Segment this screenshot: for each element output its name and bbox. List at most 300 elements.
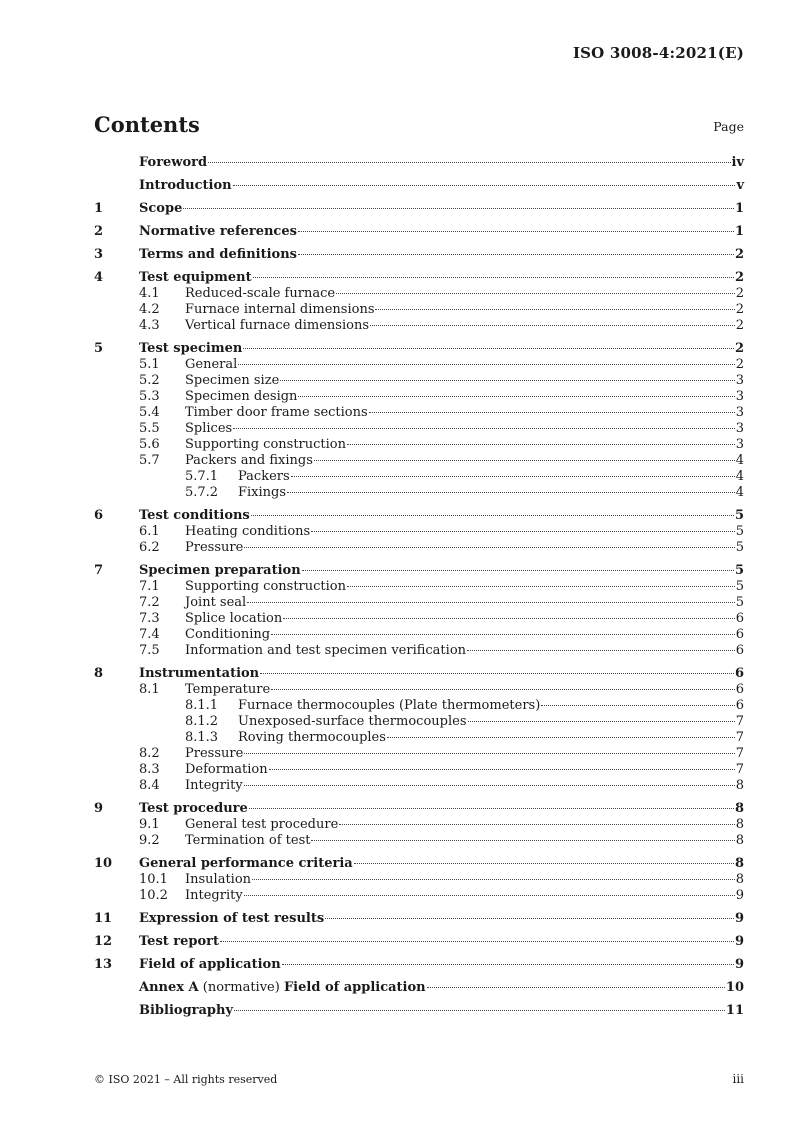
toc-entry[interactable] <box>94 224 744 240</box>
toc-entry-label-text: Test conditions <box>139 508 250 523</box>
toc-entry-number: 5.5 <box>139 421 160 436</box>
toc-entry-page: 2 <box>735 318 744 333</box>
toc-group <box>94 911 744 927</box>
dot-leader <box>244 785 735 786</box>
toc-entry[interactable] <box>94 201 744 217</box>
dot-leader <box>252 879 735 880</box>
toc-entry-page: 8 <box>734 856 744 871</box>
toc-entry[interactable] <box>94 957 744 973</box>
toc-entry-label-text: Heating conditions <box>185 524 311 539</box>
toc-entry-label <box>139 856 353 872</box>
dot-leader <box>302 570 734 571</box>
dot-leader <box>260 673 734 674</box>
dot-leader <box>234 1010 725 1011</box>
toc-entry-label <box>185 817 338 833</box>
toc-entry-page: 3 <box>735 437 744 452</box>
toc-entry[interactable] <box>94 666 744 682</box>
toc-entry[interactable] <box>94 833 744 849</box>
copyright-notice: © ISO 2021 – All rights reserved <box>94 1073 278 1086</box>
toc-entry-page: 7 <box>735 730 744 745</box>
toc-entry-label-text: Integrity <box>185 888 243 903</box>
dot-leader <box>253 277 734 278</box>
dot-leader <box>287 492 735 493</box>
toc-entry-label-text: Field of application <box>139 957 281 972</box>
toc-entry[interactable] <box>94 524 744 540</box>
toc-entry-number: 5.7.2 <box>185 485 219 500</box>
toc-entry-number: 7.4 <box>139 627 160 642</box>
toc-entry-label <box>238 469 290 485</box>
toc-entry-label-text: Termination of test <box>185 833 311 848</box>
toc-entry-number: 5 <box>94 341 104 356</box>
dot-leader <box>220 941 734 942</box>
toc-entry-number: 4.2 <box>139 302 160 317</box>
toc-entry-page: 5 <box>734 563 744 578</box>
dot-leader <box>271 634 735 635</box>
toc-entry-number: 5.6 <box>139 437 160 452</box>
toc-entry-label-tail: Field of application <box>283 980 426 995</box>
contents-header <box>94 112 744 142</box>
toc-entry-page: 6 <box>735 698 744 713</box>
dot-leader <box>375 309 734 310</box>
toc-entry-label-text: Joint seal <box>185 595 247 610</box>
toc-entry-label <box>185 373 279 389</box>
toc-entry-number: 6.2 <box>139 540 160 555</box>
toc-group <box>94 666 744 794</box>
toc-entry[interactable] <box>94 508 744 524</box>
toc-entry-label-text: Annex A <box>139 980 199 995</box>
toc-entry-label <box>185 611 282 627</box>
toc-entry-label-text: Specimen size <box>185 373 280 388</box>
toc-entry-page: 2 <box>735 302 744 317</box>
dot-leader <box>280 380 734 381</box>
page-column-label: Page <box>713 119 744 134</box>
toc-entry-label <box>185 453 313 469</box>
toc-entry-number: 10 <box>94 856 113 871</box>
toc-group <box>94 341 744 501</box>
toc-entry-number: 2 <box>94 224 104 239</box>
toc-entry-page: 11 <box>725 1003 744 1018</box>
toc-entry[interactable] <box>94 579 744 595</box>
toc-entry-label <box>139 934 219 950</box>
toc-entry-page: 4 <box>735 485 744 500</box>
toc-entry-label-text: Information and test specimen verification <box>185 643 467 658</box>
toc-entry-label <box>139 957 281 973</box>
toc-entry-page: v <box>736 178 744 193</box>
toc-entry-label-qualifier: (normative) <box>198 980 284 995</box>
table-of-contents <box>94 155 744 1026</box>
toc-entry-label <box>185 302 374 318</box>
toc-entry-page: 2 <box>734 247 744 262</box>
dot-leader <box>247 602 735 603</box>
toc-entry-number: 8.1.3 <box>185 730 219 745</box>
dot-leader <box>298 254 734 255</box>
toc-group <box>94 856 744 904</box>
toc-entry-label <box>139 666 259 682</box>
toc-entry-label-text: Reduced-scale furnace <box>185 286 336 301</box>
toc-entry[interactable] <box>94 911 744 927</box>
dot-leader <box>233 185 736 186</box>
toc-entry-label-text: Supporting construction <box>185 437 346 452</box>
toc-entry-page: 6 <box>735 627 744 642</box>
toc-entry-label <box>238 714 467 730</box>
toc-entry-label-text: Scope <box>139 201 183 216</box>
toc-entry-label-text: Furnace internal dimensions <box>185 302 375 317</box>
toc-entry-label <box>139 911 324 927</box>
toc-entry-page: 3 <box>735 421 744 436</box>
toc-entry[interactable] <box>94 762 744 778</box>
toc-entry-label <box>139 508 250 524</box>
toc-entry-number: 8 <box>94 666 104 681</box>
toc-entry[interactable] <box>94 341 744 357</box>
toc-entry-label-text: Packers and fixings <box>185 453 313 468</box>
toc-group <box>94 270 744 334</box>
toc-group <box>94 178 744 194</box>
toc-entry-number: 5.1 <box>139 357 160 372</box>
toc-entry[interactable] <box>94 421 744 437</box>
dot-leader <box>347 444 735 445</box>
dot-leader <box>282 964 734 965</box>
toc-entry-label <box>139 178 232 194</box>
dot-leader <box>541 705 734 706</box>
toc-entry-label <box>185 762 268 778</box>
toc-entry-label-text: Test equipment <box>139 270 252 285</box>
toc-entry-page: 10 <box>725 980 744 995</box>
toc-entry-number: 7.1 <box>139 579 160 594</box>
toc-entry-page: 4 <box>735 453 744 468</box>
toc-entry-page: 7 <box>735 762 744 777</box>
dot-leader <box>298 231 734 232</box>
toc-entry-label-text: General <box>185 357 238 372</box>
toc-entry-number: 7.2 <box>139 595 160 610</box>
toc-entry[interactable] <box>94 389 744 405</box>
toc-entry-label-text: Foreword <box>139 155 208 170</box>
toc-entry-page: 5 <box>735 540 744 555</box>
dot-leader <box>269 769 735 770</box>
toc-entry-number: 12 <box>94 934 113 949</box>
toc-entry[interactable] <box>94 373 744 389</box>
toc-entry-page: 5 <box>735 579 744 594</box>
toc-entry-number: 4.3 <box>139 318 160 333</box>
toc-entry-label-text: Fixings <box>238 485 287 500</box>
dot-leader <box>244 753 734 754</box>
toc-entry-page: 8 <box>735 817 744 832</box>
toc-entry-number: 7.3 <box>139 611 160 626</box>
toc-entry-number: 6.1 <box>139 524 160 539</box>
toc-entry[interactable] <box>94 872 744 888</box>
toc-entry-label <box>139 341 242 357</box>
toc-group <box>94 247 744 263</box>
toc-entry-number: 8.1 <box>139 682 160 697</box>
toc-entry[interactable] <box>94 563 744 579</box>
toc-entry[interactable] <box>94 698 744 714</box>
toc-entry-page: 5 <box>735 595 744 610</box>
toc-entry-page: 3 <box>735 389 744 404</box>
dot-leader <box>427 987 725 988</box>
toc-entry-number: 4.1 <box>139 286 160 301</box>
toc-entry-page: 6 <box>734 666 744 681</box>
toc-entry-label <box>185 888 243 904</box>
dot-leader <box>249 808 734 809</box>
toc-entry-label <box>185 778 243 794</box>
toc-entry[interactable] <box>94 801 744 817</box>
toc-entry-label <box>185 579 346 595</box>
toc-entry-page: 4 <box>735 469 744 484</box>
toc-entry-label <box>185 437 346 453</box>
toc-entry-label-text: Introduction <box>139 178 232 193</box>
toc-entry[interactable] <box>94 155 744 171</box>
dot-leader <box>369 412 735 413</box>
toc-entry-number: 8.1.1 <box>185 698 219 713</box>
toc-entry[interactable] <box>94 856 744 872</box>
toc-entry-label-text: General performance criteria <box>139 856 353 871</box>
toc-entry-label-text: Roving thermocouples <box>238 730 386 745</box>
toc-entry-label-text: Test specimen <box>139 341 243 356</box>
dot-leader <box>370 325 735 326</box>
toc-entry-label-text: Specimen preparation <box>139 563 301 578</box>
toc-entry-label <box>139 270 252 286</box>
toc-entry-page: iv <box>731 155 744 170</box>
toc-entry-number: 10.1 <box>139 872 168 887</box>
toc-entry-label-text: Supporting construction <box>185 579 346 594</box>
dot-leader <box>283 618 734 619</box>
toc-entry-number: 13 <box>94 957 113 972</box>
toc-entry-label <box>139 980 426 996</box>
dot-leader <box>325 918 734 919</box>
toc-entry-label <box>185 357 237 373</box>
toc-entry-page: 9 <box>734 934 744 949</box>
toc-entry[interactable] <box>94 595 744 611</box>
toc-entry-page: 9 <box>735 888 744 903</box>
toc-entry-label <box>185 524 310 540</box>
toc-entry-page: 1 <box>734 224 744 239</box>
toc-entry-label <box>185 318 369 334</box>
toc-entry-label <box>139 155 207 171</box>
toc-entry-page: 1 <box>734 201 744 216</box>
toc-entry-label-text: Instrumentation <box>139 666 260 681</box>
toc-entry[interactable] <box>94 746 744 762</box>
toc-group <box>94 934 744 950</box>
toc-entry-number: 9.2 <box>139 833 160 848</box>
toc-group <box>94 563 744 659</box>
toc-entry-label-text: Bibliography <box>139 1003 234 1018</box>
toc-entry[interactable] <box>94 817 744 833</box>
toc-entry-page: 2 <box>734 270 744 285</box>
toc-entry[interactable] <box>94 682 744 698</box>
toc-entry[interactable] <box>94 302 744 318</box>
toc-entry-label <box>185 833 310 849</box>
toc-entry-label-text: Insulation <box>185 872 252 887</box>
toc-entry-number: 5.3 <box>139 389 160 404</box>
toc-entry[interactable] <box>94 286 744 302</box>
toc-entry-page: 8 <box>735 833 744 848</box>
toc-entry-label-text: General test procedure <box>185 817 339 832</box>
toc-entry-label-text: Expression of test results <box>139 911 325 926</box>
dot-leader <box>244 895 735 896</box>
toc-entry[interactable] <box>94 980 744 996</box>
toc-group <box>94 957 744 973</box>
toc-entry-label-text: Packers <box>238 469 290 484</box>
toc-entry[interactable] <box>94 888 744 904</box>
dot-leader <box>243 348 734 349</box>
toc-entry-label <box>238 485 286 501</box>
toc-entry-label-text: Vertical furnace dimensions <box>185 318 370 333</box>
toc-entry-label-text: Timber door frame sections <box>185 405 368 420</box>
toc-entry-label <box>185 595 246 611</box>
toc-entry-label <box>139 1003 233 1019</box>
dot-leader <box>183 208 734 209</box>
toc-entry[interactable] <box>94 778 744 794</box>
toc-entry-label-text: Furnace thermocouples (Plate thermometers) <box>238 698 541 713</box>
toc-entry-page: 6 <box>735 611 744 626</box>
toc-entry-number: 7 <box>94 563 104 578</box>
toc-group <box>94 224 744 240</box>
dot-leader <box>238 364 734 365</box>
dot-leader <box>314 460 735 461</box>
toc-entry-label-text: Test procedure <box>139 801 248 816</box>
toc-entry-label-text: Conditioning <box>185 627 271 642</box>
dot-leader <box>271 689 735 690</box>
dot-leader <box>467 650 735 651</box>
toc-entry[interactable] <box>94 643 744 659</box>
toc-entry-page: 7 <box>735 746 744 761</box>
toc-entry[interactable] <box>94 714 744 730</box>
toc-entry-page: 2 <box>734 341 744 356</box>
toc-entry-page: 6 <box>735 643 744 658</box>
toc-entry-label <box>185 421 232 437</box>
toc-entry-label <box>139 563 301 579</box>
toc-entry[interactable] <box>94 270 744 286</box>
page-number: iii <box>732 1072 744 1086</box>
toc-entry-number: 9.1 <box>139 817 160 832</box>
toc-entry-page: 5 <box>735 524 744 539</box>
toc-entry-number: 4 <box>94 270 104 285</box>
toc-entry-number: 7.5 <box>139 643 160 658</box>
toc-entry[interactable] <box>94 627 744 643</box>
toc-entry[interactable] <box>94 730 744 746</box>
toc-entry[interactable] <box>94 405 744 421</box>
toc-entry-number: 1 <box>94 201 104 216</box>
toc-entry-number: 5.7 <box>139 453 160 468</box>
toc-entry[interactable] <box>94 469 744 485</box>
toc-entry-number: 9 <box>94 801 104 816</box>
dot-leader <box>251 515 734 516</box>
toc-entry-label <box>185 405 368 421</box>
toc-entry[interactable] <box>94 318 744 334</box>
toc-entry-page: 3 <box>735 373 744 388</box>
toc-entry-page: 2 <box>735 357 744 372</box>
toc-entry-number: 10.2 <box>139 888 168 903</box>
toc-entry-number: 5.2 <box>139 373 160 388</box>
toc-entry-page: 9 <box>734 957 744 972</box>
toc-entry-label <box>238 730 386 746</box>
toc-entry-label-text: Splice location <box>185 611 283 626</box>
dot-leader <box>298 396 734 397</box>
dot-leader <box>354 863 734 864</box>
toc-entry-label <box>238 698 540 714</box>
toc-entry-number: 6 <box>94 508 104 523</box>
toc-entry[interactable] <box>94 437 744 453</box>
toc-entry-page: 8 <box>735 778 744 793</box>
toc-entry-label <box>185 389 297 405</box>
toc-entry-label <box>185 682 270 698</box>
toc-group <box>94 508 744 556</box>
dot-leader <box>208 162 730 163</box>
toc-entry-number: 8.2 <box>139 746 160 761</box>
toc-entry-label <box>139 801 248 817</box>
toc-entry-page: 6 <box>735 682 744 697</box>
toc-entry-label <box>139 224 297 240</box>
toc-entry[interactable] <box>94 453 744 469</box>
toc-entry-page: 5 <box>734 508 744 523</box>
toc-entry-label <box>185 643 466 659</box>
toc-entry-number: 8.3 <box>139 762 160 777</box>
toc-entry-label-text: Specimen design <box>185 389 298 404</box>
toc-entry-page: 9 <box>734 911 744 926</box>
toc-entry-page: 8 <box>735 872 744 887</box>
toc-entry-page: 8 <box>734 801 744 816</box>
toc-entry-page: 7 <box>735 714 744 729</box>
dot-leader <box>291 476 735 477</box>
toc-entry[interactable] <box>94 934 744 950</box>
toc-entry-label <box>185 286 335 302</box>
toc-entry-label-text: Temperature <box>185 682 271 697</box>
document-id: ISO 3008-4:2021(E) <box>572 44 744 62</box>
toc-entry-label <box>185 746 243 762</box>
toc-entry[interactable] <box>94 178 744 194</box>
toc-group <box>94 155 744 171</box>
toc-entry-page: 3 <box>735 405 744 420</box>
toc-entry-label-text: Splices <box>185 421 233 436</box>
toc-entry-label-text: Integrity <box>185 778 243 793</box>
toc-group <box>94 1003 744 1019</box>
toc-entry-number: 8.4 <box>139 778 160 793</box>
toc-entry-label <box>185 540 243 556</box>
toc-group <box>94 201 744 217</box>
toc-entry[interactable] <box>94 611 744 627</box>
toc-entry-label <box>185 872 251 888</box>
toc-group <box>94 980 744 996</box>
page-title: Contents <box>94 112 200 137</box>
dot-leader <box>339 824 734 825</box>
toc-entry[interactable] <box>94 1003 744 1019</box>
toc-entry-label-text: Deformation <box>185 762 268 777</box>
dot-leader <box>468 721 735 722</box>
dot-leader <box>233 428 735 429</box>
toc-entry-label-text: Pressure <box>185 540 244 555</box>
toc-entry[interactable] <box>94 357 744 373</box>
toc-entry-label-text: Pressure <box>185 746 244 761</box>
toc-entry[interactable] <box>94 485 744 501</box>
toc-entry-number: 5.4 <box>139 405 160 420</box>
toc-entry-label <box>139 201 182 217</box>
dot-leader <box>244 547 734 548</box>
toc-entry-page: 2 <box>735 286 744 301</box>
toc-entry-number: 5.7.1 <box>185 469 219 484</box>
toc-entry-number: 3 <box>94 247 104 262</box>
toc-entry-label-text: Normative references <box>139 224 297 239</box>
toc-entry[interactable] <box>94 247 744 263</box>
toc-entry-label <box>185 627 270 643</box>
toc-entry[interactable] <box>94 540 744 556</box>
dot-leader <box>336 293 735 294</box>
toc-entry-label-text: Terms and definitions <box>139 247 297 262</box>
toc-entry-number: 8.1.2 <box>185 714 219 729</box>
dot-leader <box>347 586 735 587</box>
dot-leader <box>311 840 734 841</box>
toc-group <box>94 801 744 849</box>
toc-entry-label-text: Test report <box>139 934 220 949</box>
dot-leader <box>387 737 735 738</box>
